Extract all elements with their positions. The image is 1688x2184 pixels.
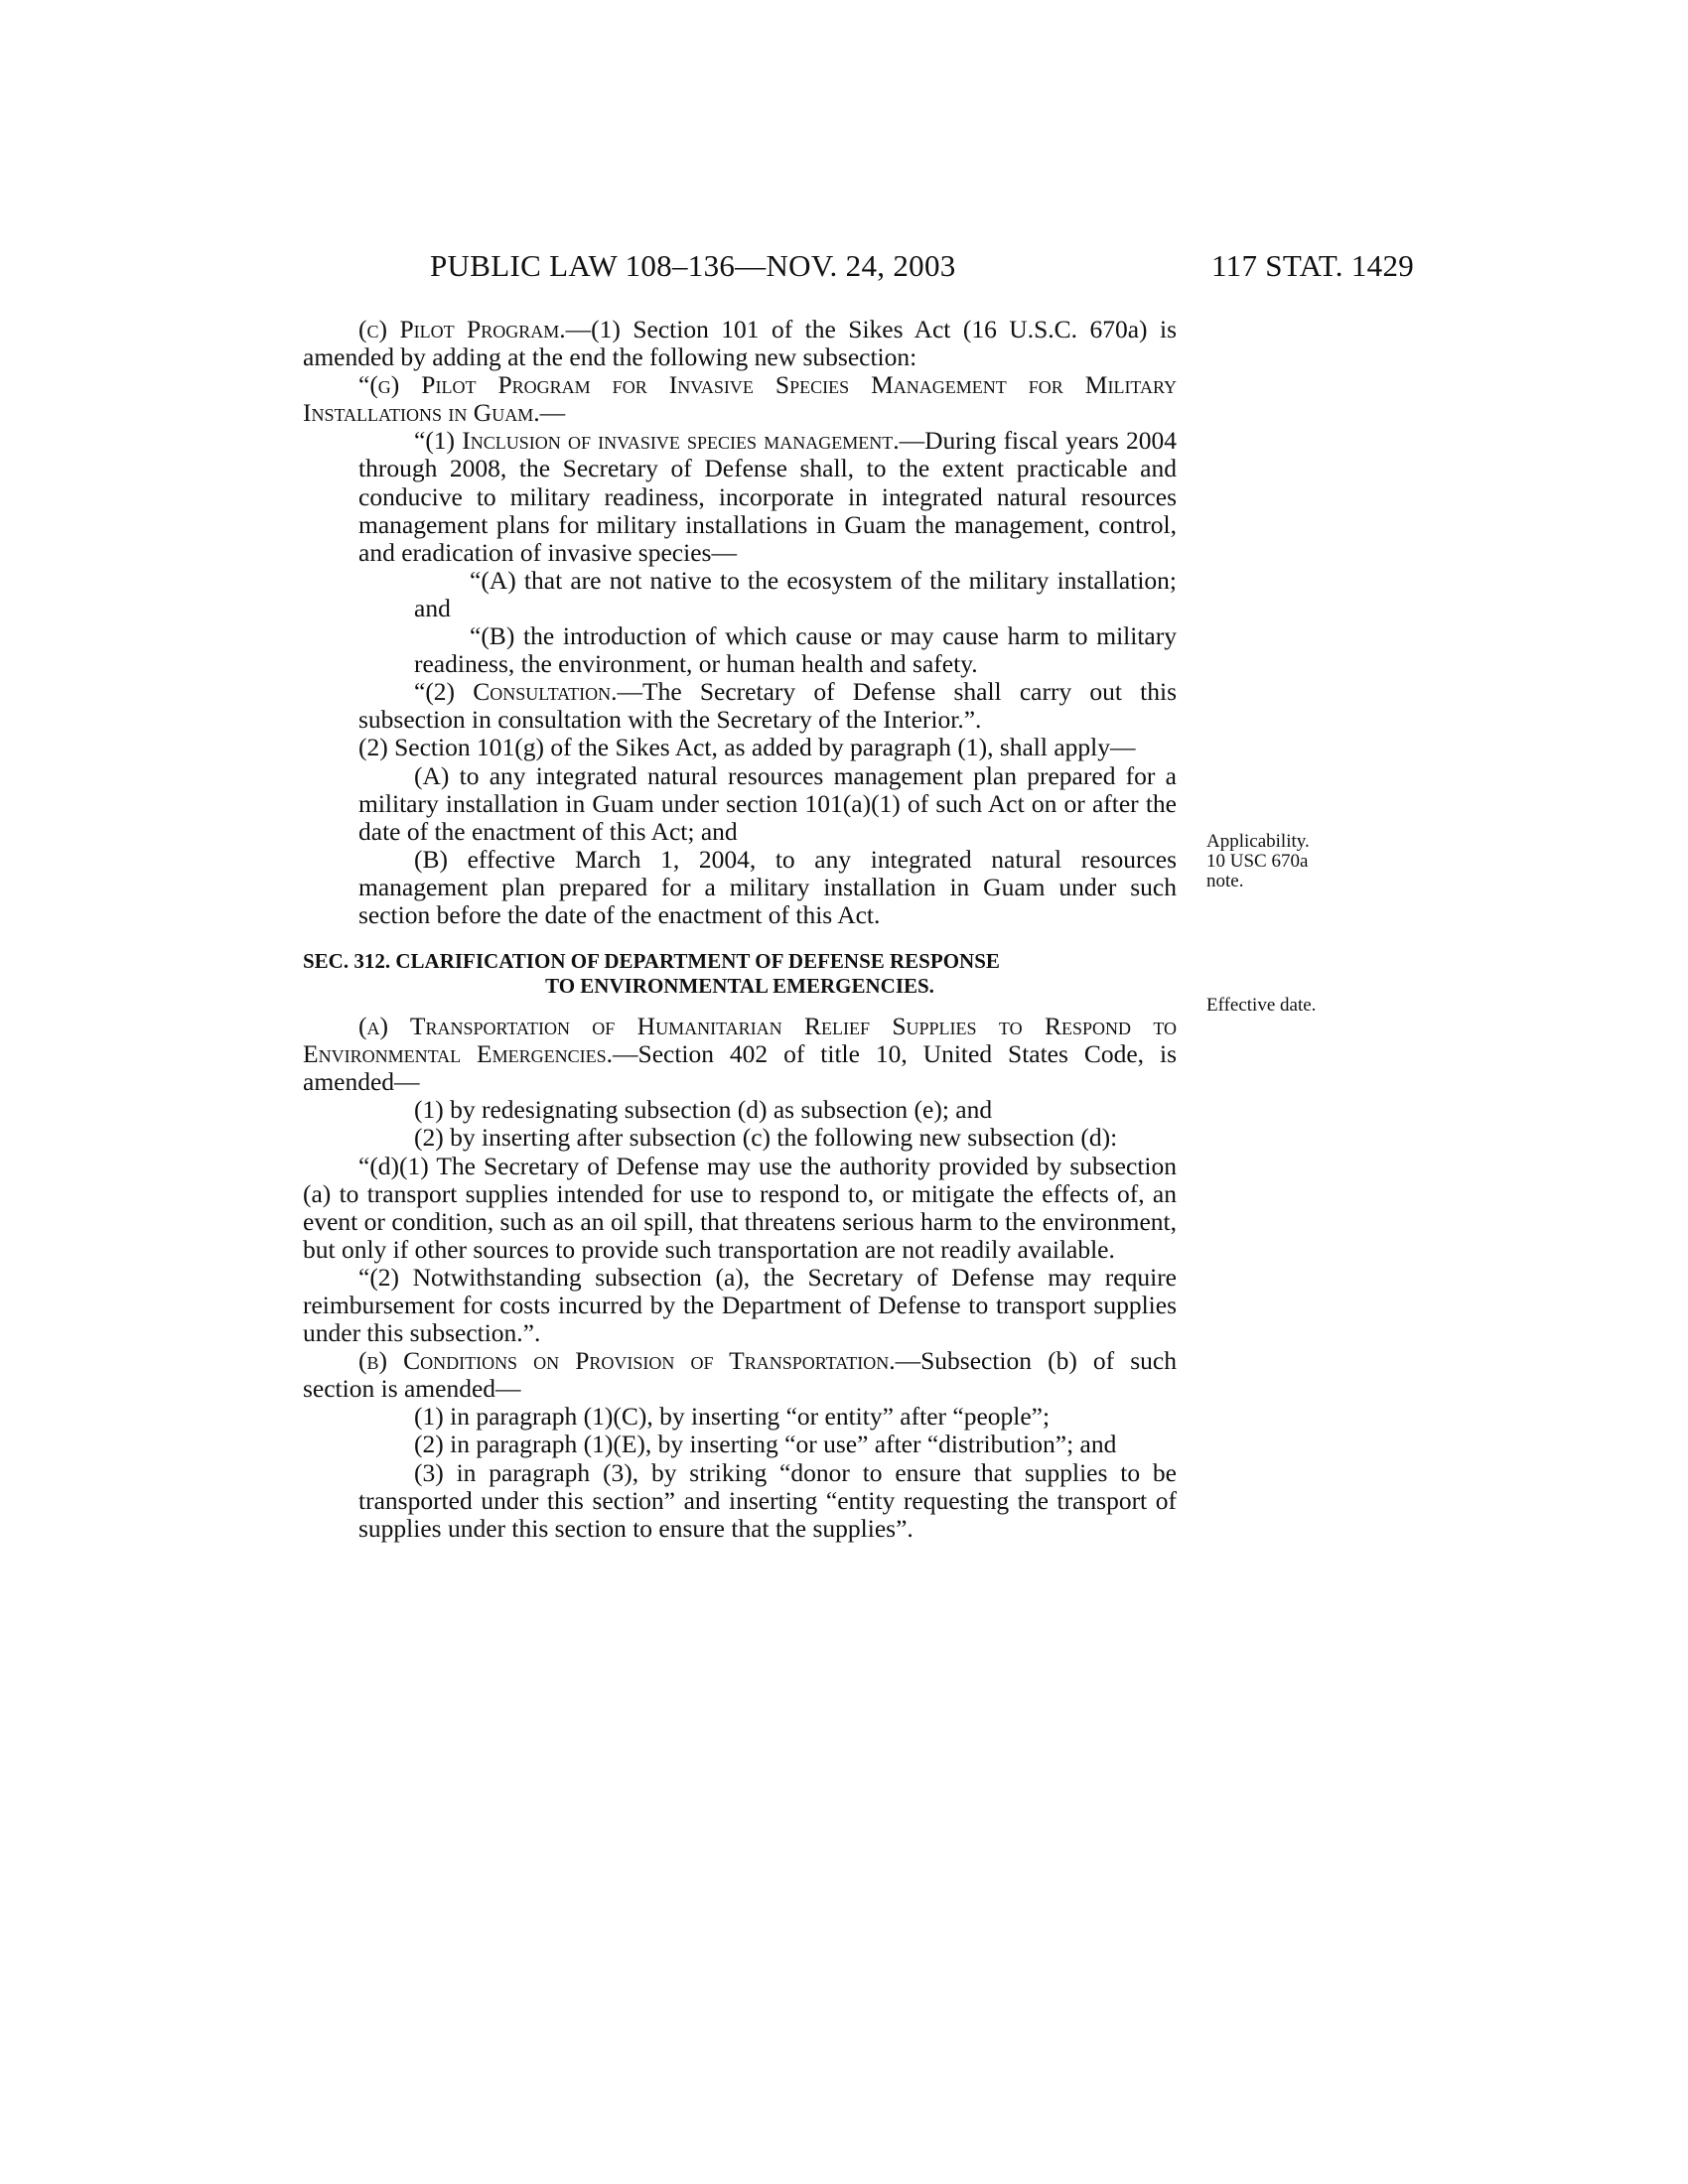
margin-note-effective-date: Effective date. [1206,995,1317,1016]
paragraph-b [303,1347,1177,1403]
paragraph-gB: “(B) the introduction of which cause or may cause harm to military readiness, the environment, or human health and safety. [414,621,1177,679]
margin-note-applicability-line1: Applicability. [1206,831,1310,852]
paragraph-c-text: —(1) Section 101 of the Sikes Act (16 U.S.C. 670a) is amended by adding at the end the following new subsection: [303,315,1177,372]
paragraph-c [303,316,1177,371]
paragraph-b1: (1) in paragraph (1)(C), by inserting “or entity” after “people”; [414,1402,1051,1432]
paragraph-d1: “(d)(1) The Secretary of Defense may use the authority provided by subsection (a) to transport supplies intended for use to respond to, or mitigate the effects of, an event or condition, such as an oil spill, that threatens serious harm to the environment, but only if other sources to provide such transportation are not readily available. [303,1151,1177,1264]
paragraph-c2: (2) Section 101(g) of the Sikes Act, as added by paragraph (1), shall apply— [358,733,1136,762]
paragraph-g2 [303,678,1177,734]
paragraph-a1: (1) by redesignating subsection (d) as subsection (e); and [414,1095,993,1125]
paragraph-g [303,371,1177,427]
paragraph-a [303,1013,1177,1096]
section-heading-line1: SEC. 312. CLARIFICATION OF DEPARTMENT OF DEFENSE RESPONSE [303,949,1000,974]
document-body [303,316,1177,1543]
heading-pilot-program: (c) Pilot Program. [358,315,566,343]
heading-inclusion: “(1) Inclusion of invasive species management. [414,426,900,456]
page-header-stat: 117 STAT. 1429 [1211,248,1415,283]
section-heading [303,949,1177,999]
paragraph-a-text: —Section 402 of title 10, United States Code, is amended— [303,1039,1177,1097]
paragraph-d2: “(2) Notwithstanding subsection (a), the Secretary of Defense may require reimbursement for costs incurred by the Department of Defense to transport supplies under this subsection.”. [303,1262,1177,1348]
paragraph-b-text: —Subsection (b) of such section is amended— [303,1346,1177,1404]
margin-note-applicability [1206,832,1310,891]
page-header-title: PUBLIC LAW 108–136—NOV. 24, 2003 [430,248,956,283]
paragraph-b3: (3) in paragraph (3), by striking “donor to ensure that supplies to be transported under this section” and inserting “entity requesting the transport of supplies under this section to ensure that the supplies”. [358,1457,1177,1543]
paragraph-g2-text: —The Secretary of Defense shall carry out this subsection in consultation with the Secretary of the Interior.”. [358,677,1177,735]
heading-consultation: “(2) Consultation. [414,677,618,707]
paragraph-c2A: (A) to any integrated natural resources management plan prepared for a military installation in Guam under section 101(a)(1) of such Act on or after the date of the enactment of this Act; and [358,760,1177,846]
paragraph-c2B: (B) effective March 1, 2004, to any integrated natural resources management plan prepared for a military installation in Guam under such section before the date of the enactment of this Act. [358,844,1177,929]
paragraph-g1-text: —During fiscal years 2004 through 2008, the Secretary of Defense shall, to the extent practicable and conducive to military readiness, incorporate in integrated natural resources management plans for military installations in Guam the management, control, and eradication of invasive species— [358,426,1177,567]
section-heading-line2: TO ENVIRONMENTAL EMERGENCIES. [545,974,934,999]
paragraph-gA: “(A) that are not native to the ecosystem of the military installation; and [414,565,1177,622]
margin-note-applicability-line3: note. [1206,871,1244,891]
paragraph-g1 [303,427,1177,566]
paragraph-g-dash: — [539,398,566,428]
heading-transportation: (a) Transportation of Humanitarian Relief Supplies to Respond to Environmental Emergencies. [303,1012,1177,1069]
margin-note-applicability-line2: 10 USC 670a [1206,851,1309,872]
paragraph-a2: (2) by inserting after subsection (c) the following new subsection (d): [414,1123,1118,1153]
heading-subsection-g: “(g) Pilot Program for Invasive Species Management for Military Installations in Guam. [303,370,1177,428]
heading-conditions: (b) Conditions on Provision of Transportation. [358,1346,896,1376]
paragraph-b2: (2) in paragraph (1)(E), by inserting “or use” after “distribution”; and [414,1430,1117,1459]
